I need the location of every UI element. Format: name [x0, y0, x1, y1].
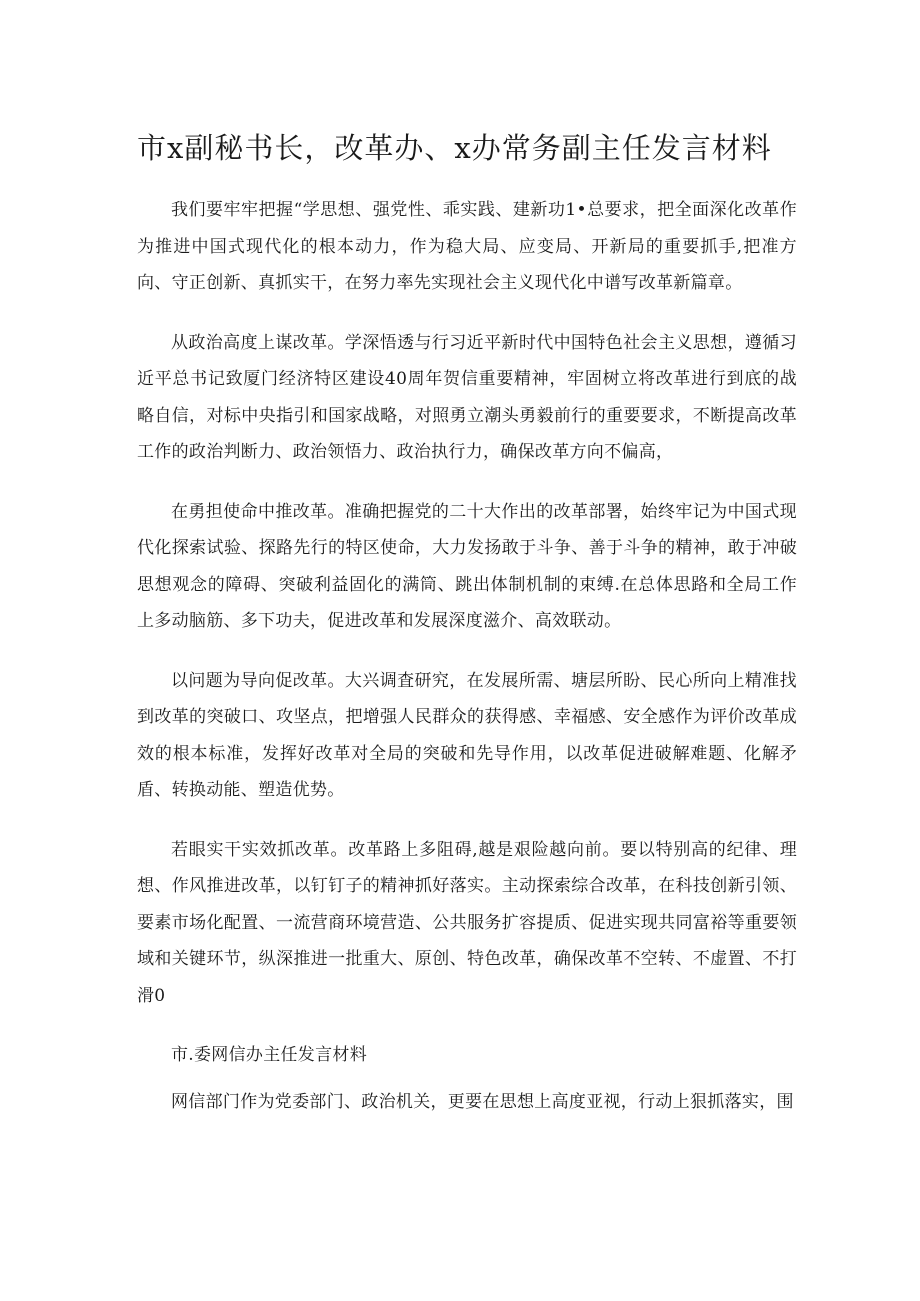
paragraph-cyber-office: 网信部门作为党委部门、政治机关，更要在思想上高度亚视，行动上狠抓落实，围 [171, 1091, 794, 1112]
document-title: 市x副秘书长，改革办、x办常务副主任发言材料 [137, 131, 772, 165]
document-body [137, 192, 797, 1143]
paragraph-intro: 我们要牢牢把握“学思想、强党性、乖实践、建新功1•总要求，把全面深化改革作为推进中国式现代化的根本动力，作为稳大局、应变局、开新局的重要抓手,把准方向、守正创新、真抓实干，在努力率先实现社会主义现代化中谱写改革新篇章。 [137, 200, 797, 293]
paragraph-mission: 在勇担使命中推改革。准确把握党的二十大作出的改革部署，始终牢记为中国式现代化探索试验、探路先行的特区使命，大力发扬敢于斗争、善于斗争的精神，敢于冲破思想观念的障碍、突破利益固化的满筒、跳出体制机制的束缚.在总体思路和全局工作上多动脑筋、多下功夫，促进改革和发展深度滋介、高效联动。 [137, 501, 797, 631]
paragraph-practical-results: 若眼实干实效抓改革。改革路上多阻碍,越是艰险越向前。要以特别高的纪律、理想、作风推进改革，以钉钉子的精神抓好落实。主动探索综合改革，在科技创新引领、要素市场化配置、一流营商环境营造、公共服务扩容提质、促进实现共同富裕等重要领域和关键环节，纵深推进一批重大、原创、特色改革，确保改革不空转、不虚置、不打滑0 [137, 839, 797, 1006]
section-subheading: 市.委网信办主任发言材料 [171, 1045, 368, 1065]
paragraph-political-height: 从政治高度上谋改革。学深悟透与行习近平新时代中国特色社会主义思想，遵循习近平总书记致厦门经济特区建设40周年贺信重要精神，牢固树立将改革进行到底的战略自信，对标中央指引和国家战略，对照勇立潮头勇毅前行的重要要求，不断提高改革工作的政治判断力、政治领悟力、政治执行力，确保改革方向不偏高， [137, 332, 797, 462]
paragraph-problem-oriented: 以问题为导向促改革。大兴调査研究，在发展所需、塘层所盼、民心所向上精准找到改革的突破口、攻坚点，把增强人民群众的获得感、幸福感、安全感作为评价改革成效的根本标准，发挥好改革对全局的突破和先导作用，以改革促进破解难题、化解矛盾、转换动能、塑造优势。 [137, 670, 797, 800]
